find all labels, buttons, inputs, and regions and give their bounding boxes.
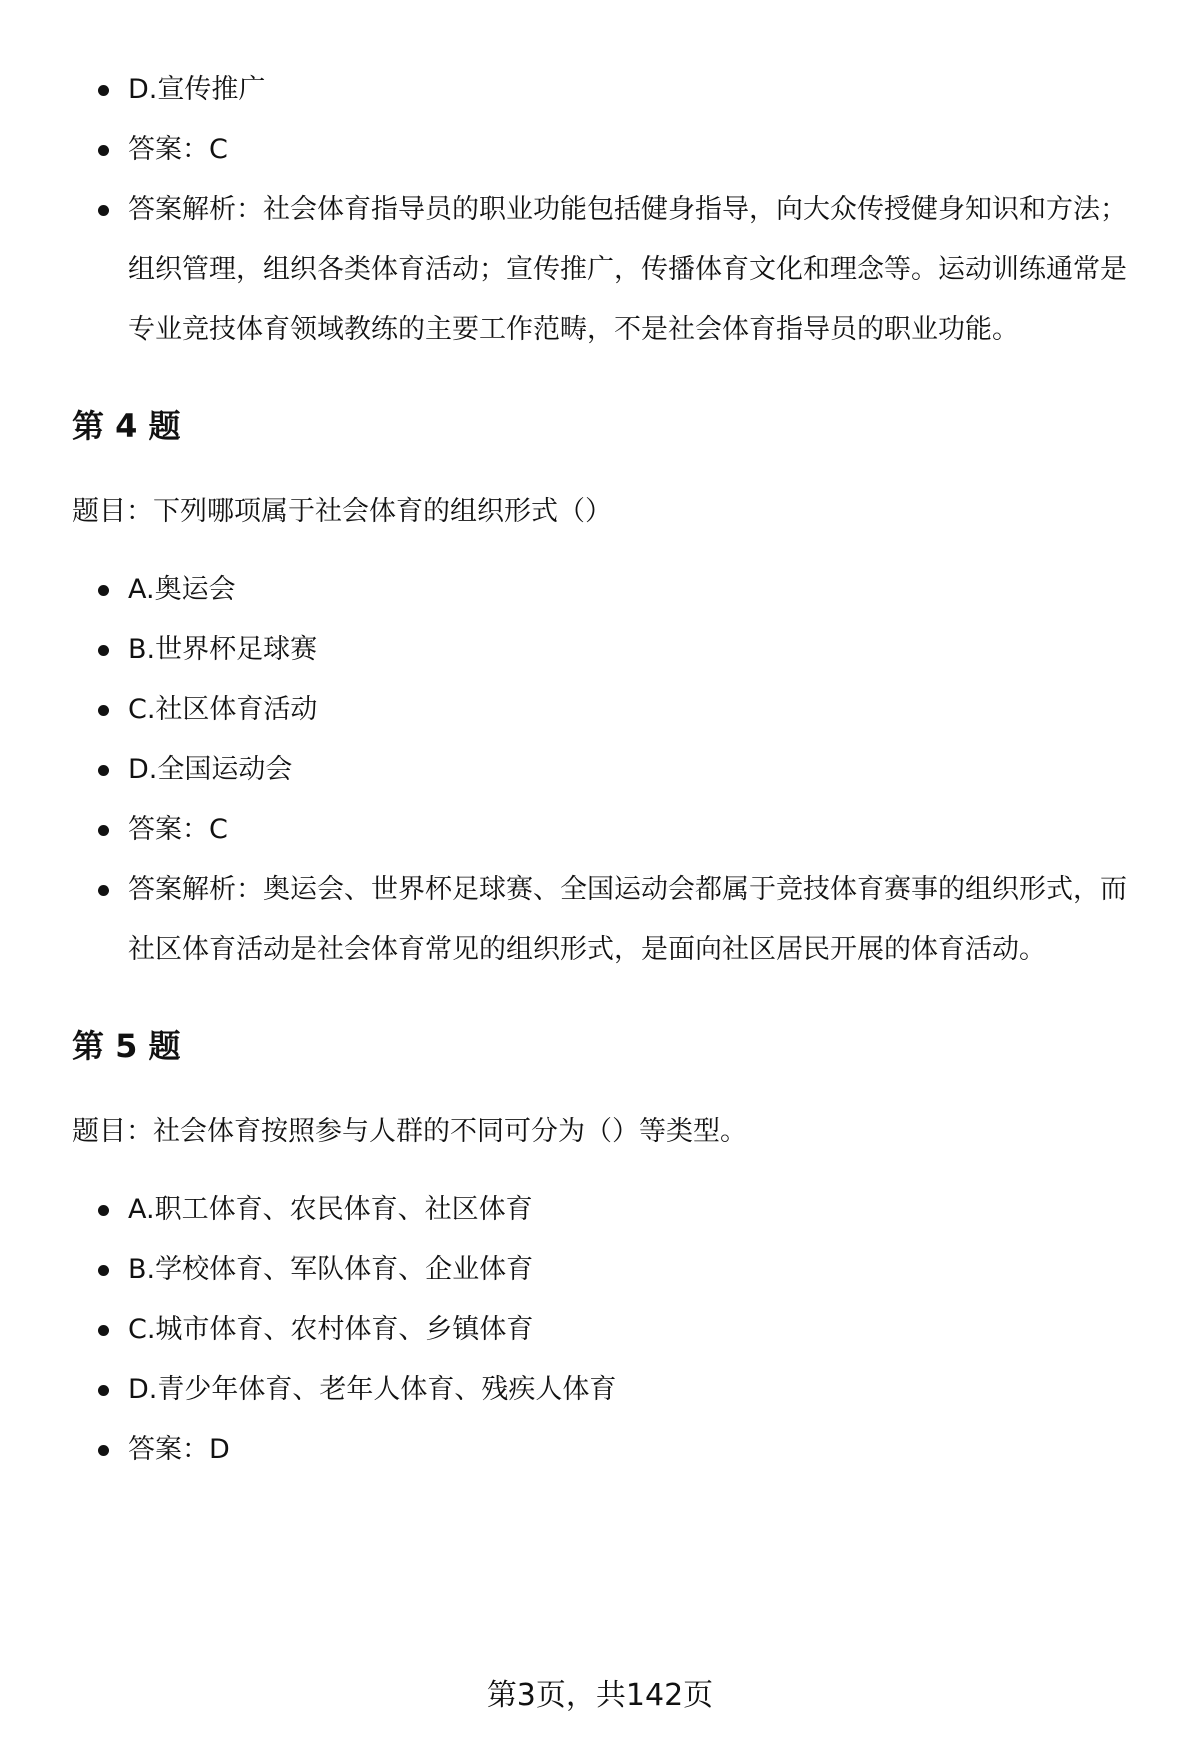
q5-answer: 答案：D (72, 1420, 1152, 1480)
q5-option-a: A.职工体育、农民体育、社区体育 (72, 1180, 1152, 1240)
q4-heading: 第 4 题 (72, 407, 181, 445)
q4-option-c: C.社区体育活动 (72, 680, 1152, 740)
q5-option-d: D.青少年体育、老年人体育、残疾人体育 (72, 1360, 1152, 1420)
q5-heading: 第 5 题 (72, 1027, 181, 1065)
q3-option-d: D.宣传推广 (72, 60, 1152, 120)
q4-analysis: 答案解析：奥运会、世界杯足球赛、全国运动会都属于竞技体育赛事的组织形式，而社区体育活动是社会体育常见的组织形式，是面向社区居民开展的体育活动。 (72, 860, 1152, 980)
q4-option-a: A.奥运会 (72, 560, 1152, 620)
document-content (72, 60, 1152, 1480)
q3-tail-list (72, 60, 1152, 360)
q5-question: 题目：社会体育按照参与人群的不同可分为（）等类型。 (72, 1116, 747, 1147)
page-number-footer: 第3页，共142页 (486, 1678, 714, 1713)
q5-option-b: B.学校体育、军队体育、企业体育 (72, 1240, 1152, 1300)
q4-option-d: D.全国运动会 (72, 740, 1152, 800)
q4-option-b: B.世界杯足球赛 (72, 620, 1152, 680)
q5-list (72, 1180, 1152, 1480)
q3-analysis: 答案解析：社会体育指导员的职业功能包括健身指导，向大众传授健身知识和方法；组织管理，组织各类体育活动；宣传推广，传播体育文化和理念等。运动训练通常是专业竞技体育领域教练的主要工作范畴，不是社会体育指导员的职业功能。 (72, 180, 1152, 360)
q3-answer: 答案：C (72, 120, 1152, 180)
q4-answer: 答案：C (72, 800, 1152, 860)
q5-option-c: C.城市体育、农村体育、乡镇体育 (72, 1300, 1152, 1360)
q4-list (72, 560, 1152, 980)
q4-question: 题目：下列哪项属于社会体育的组织形式（） (72, 496, 612, 527)
